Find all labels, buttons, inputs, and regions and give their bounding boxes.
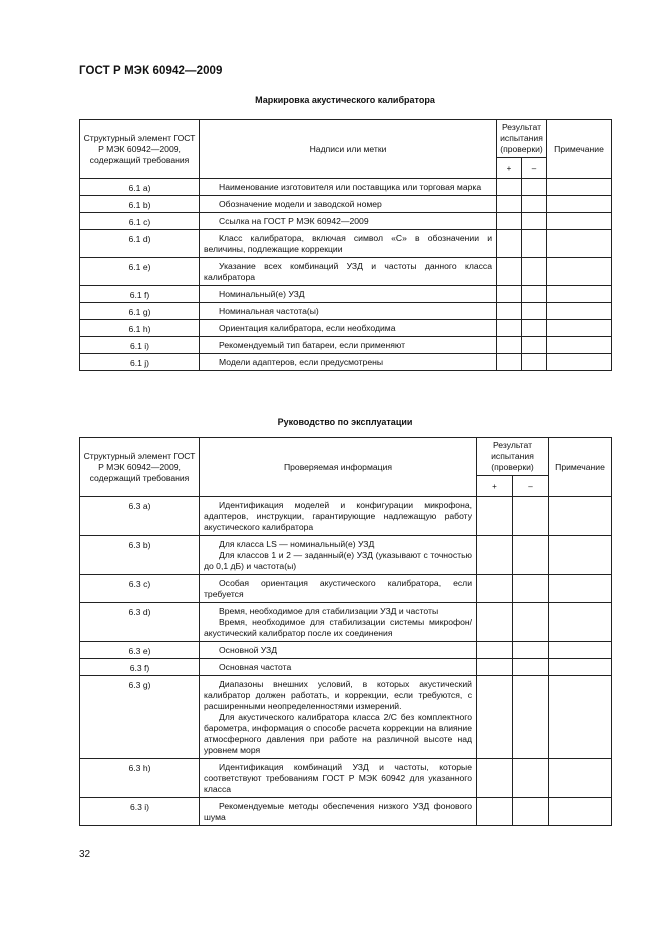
requirement-paragraph: Номинальная частота(ы) bbox=[219, 306, 319, 316]
result-minus-cell bbox=[522, 196, 547, 213]
requirement-text-cell bbox=[200, 759, 477, 798]
result-plus-cell bbox=[477, 759, 513, 798]
note-cell bbox=[549, 536, 612, 575]
table-row bbox=[80, 536, 612, 575]
result-minus-cell bbox=[513, 798, 549, 826]
requirement-text-cell bbox=[200, 213, 497, 230]
requirement-paragraph: Ссылка на ГОСТ Р МЭК 60942—2009 bbox=[219, 216, 369, 226]
result-plus-cell bbox=[477, 676, 513, 759]
table-title-marking: Маркировка акустического калибратора bbox=[255, 95, 435, 105]
header-minus: – bbox=[522, 158, 547, 179]
result-plus-cell bbox=[497, 179, 522, 196]
result-plus-cell bbox=[497, 320, 522, 337]
table-row bbox=[80, 759, 612, 798]
result-plus-cell bbox=[477, 575, 513, 603]
table-row bbox=[80, 575, 612, 603]
requirement-paragraph: Время, необходимое для стабилизации системы микрофон/акустический калибратор после их соединения bbox=[204, 617, 472, 638]
result-minus-cell bbox=[513, 659, 549, 676]
requirement-paragraph: Ориентация калибратора, если необходима bbox=[219, 323, 396, 333]
result-minus-cell bbox=[522, 179, 547, 196]
requirement-text-cell bbox=[200, 575, 477, 603]
table-row bbox=[80, 676, 612, 759]
structural-element-cell: 6.1 b) bbox=[80, 196, 200, 213]
result-plus-cell bbox=[477, 603, 513, 642]
requirement-text-cell bbox=[200, 676, 477, 759]
result-plus-cell bbox=[477, 659, 513, 676]
result-plus-cell bbox=[497, 354, 522, 371]
result-plus-cell bbox=[497, 286, 522, 303]
structural-element-cell: 6.1 j) bbox=[80, 354, 200, 371]
result-minus-cell bbox=[513, 676, 549, 759]
marking-table bbox=[79, 119, 612, 371]
note-cell bbox=[547, 179, 612, 196]
requirement-paragraph: Основной УЗД bbox=[219, 645, 278, 655]
header-plus: + bbox=[497, 158, 522, 179]
manual-table bbox=[79, 437, 612, 826]
requirement-paragraph: Рекомендуемый тип батареи, если применяют bbox=[219, 340, 406, 350]
requirement-paragraph: Указание всех комбинаций УЗД и частоты данного класса калибратора bbox=[204, 261, 492, 282]
requirement-paragraph: Рекомендуемые методы обеспечения низкого УЗД фонового шума bbox=[204, 801, 472, 822]
result-minus-cell bbox=[513, 759, 549, 798]
structural-element-cell: 6.3 a) bbox=[80, 497, 200, 536]
note-cell bbox=[549, 676, 612, 759]
result-minus-cell bbox=[513, 642, 549, 659]
requirement-paragraph: Идентификация комбинаций УЗД и частоты, которые соответствуют требованиям ГОСТ Р МЭК 60942 для указанного класса bbox=[204, 762, 472, 794]
note-cell bbox=[547, 286, 612, 303]
requirement-paragraph: Основная частота bbox=[219, 662, 292, 672]
structural-element-cell: 6.3 c) bbox=[80, 575, 200, 603]
note-cell bbox=[547, 213, 612, 230]
note-cell bbox=[547, 320, 612, 337]
table-row bbox=[80, 603, 612, 642]
result-minus-cell bbox=[522, 303, 547, 320]
structural-element-cell: 6.3 g) bbox=[80, 676, 200, 759]
requirement-text-cell bbox=[200, 642, 477, 659]
table-row bbox=[80, 258, 612, 286]
requirement-text-cell bbox=[200, 258, 497, 286]
header-note: Примечание bbox=[547, 120, 612, 179]
requirement-text-cell bbox=[200, 286, 497, 303]
table-row bbox=[80, 642, 612, 659]
table-row bbox=[80, 497, 612, 536]
requirement-paragraph: Номинальный(е) УЗД bbox=[219, 289, 305, 299]
result-minus-cell bbox=[522, 213, 547, 230]
structural-element-cell: 6.3 d) bbox=[80, 603, 200, 642]
result-minus-cell bbox=[513, 497, 549, 536]
table-row bbox=[80, 196, 612, 213]
result-plus-cell bbox=[477, 642, 513, 659]
requirement-text-cell bbox=[200, 320, 497, 337]
requirement-paragraph: Особая ориентация акустического калибратора, если требуется bbox=[204, 578, 472, 599]
structural-element-cell: 6.3 b) bbox=[80, 536, 200, 575]
requirement-text-cell bbox=[200, 536, 477, 575]
requirement-text-cell bbox=[200, 196, 497, 213]
table-row bbox=[80, 303, 612, 320]
document-header: ГОСТ Р МЭК 60942—2009 bbox=[79, 65, 223, 77]
requirement-paragraph: Идентификация моделей и конфигурации микрофона, адаптеров, инструкции, гарантирующие надлежащую работу акустического калибратора bbox=[204, 500, 472, 532]
requirement-paragraph: Для класса LS — номинальный(е) УЗД bbox=[219, 539, 375, 549]
result-minus-cell bbox=[522, 258, 547, 286]
table-row bbox=[80, 659, 612, 676]
note-cell bbox=[547, 337, 612, 354]
header-structural-element: Структурный элемент ГОСТ Р МЭК 60942—2009, содержащий требования bbox=[80, 438, 200, 497]
result-plus-cell bbox=[477, 536, 513, 575]
requirement-text-cell bbox=[200, 603, 477, 642]
note-cell bbox=[547, 196, 612, 213]
requirement-text-cell bbox=[200, 179, 497, 196]
result-minus-cell bbox=[522, 320, 547, 337]
header-minus: – bbox=[513, 476, 549, 497]
requirement-paragraph: Диапазоны внешних условий, в которых акустический калибратор должен работать, и коррекции, если требуются, с расширенными неопределенностями измерений. bbox=[204, 679, 472, 711]
header-plus: + bbox=[477, 476, 513, 497]
result-minus-cell bbox=[513, 575, 549, 603]
result-plus-cell bbox=[497, 303, 522, 320]
structural-element-cell: 6.1 h) bbox=[80, 320, 200, 337]
table-row bbox=[80, 798, 612, 826]
note-cell bbox=[547, 354, 612, 371]
structural-element-cell: 6.3 e) bbox=[80, 642, 200, 659]
result-minus-cell bbox=[513, 536, 549, 575]
requirement-text-cell bbox=[200, 497, 477, 536]
result-minus-cell bbox=[522, 337, 547, 354]
requirement-text-cell bbox=[200, 303, 497, 320]
structural-element-cell: 6.1 i) bbox=[80, 337, 200, 354]
result-plus-cell bbox=[497, 337, 522, 354]
result-minus-cell bbox=[522, 230, 547, 258]
note-cell bbox=[549, 575, 612, 603]
requirement-paragraph: Для акустического калибратора класса 2/С без комплектного барометра, информация о способе расчета коррекции на влияние атмосферного давления при работе на различной высоте над уровнем моря bbox=[204, 712, 472, 755]
requirement-paragraph: Время, необходимое для стабилизации УЗД и частоты bbox=[219, 606, 439, 616]
requirement-paragraph: Модели адаптеров, если предусмотрены bbox=[219, 357, 384, 367]
result-plus-cell bbox=[477, 497, 513, 536]
table-row bbox=[80, 286, 612, 303]
requirement-text-cell bbox=[200, 659, 477, 676]
table-header-row bbox=[80, 438, 612, 476]
result-plus-cell bbox=[497, 213, 522, 230]
note-cell bbox=[547, 230, 612, 258]
requirement-text-cell bbox=[200, 354, 497, 371]
structural-element-cell: 6.3 f) bbox=[80, 659, 200, 676]
note-cell bbox=[549, 497, 612, 536]
result-plus-cell bbox=[497, 258, 522, 286]
table-row bbox=[80, 354, 612, 371]
structural-element-cell: 6.1 d) bbox=[80, 230, 200, 258]
structural-element-cell: 6.1 a) bbox=[80, 179, 200, 196]
header-inscriptions: Надписи или метки bbox=[200, 120, 497, 179]
note-cell bbox=[549, 759, 612, 798]
requirement-paragraph: Для классов 1 и 2 — заданный(е) УЗД (указывают с точностью до 0,1 дБ) и частота(ы) bbox=[204, 550, 472, 571]
structural-element-cell: 6.1 f) bbox=[80, 286, 200, 303]
requirement-text-cell bbox=[200, 798, 477, 826]
header-checked-information: Проверяемая информация bbox=[200, 438, 477, 497]
table-title-manual: Руководство по эксплуатации bbox=[277, 417, 413, 427]
structural-element-cell: 6.3 h) bbox=[80, 759, 200, 798]
result-plus-cell bbox=[497, 230, 522, 258]
note-cell bbox=[549, 659, 612, 676]
result-plus-cell bbox=[497, 196, 522, 213]
table-header-row bbox=[80, 120, 612, 158]
header-result: Результат испытания (проверки) bbox=[477, 438, 549, 476]
requirement-text-cell bbox=[200, 337, 497, 354]
header-structural-element: Структурный элемент ГОСТ Р МЭК 60942—2009, содержащий требования bbox=[80, 120, 200, 179]
note-cell bbox=[547, 303, 612, 320]
requirement-text-cell bbox=[200, 230, 497, 258]
note-cell bbox=[549, 798, 612, 826]
table-row bbox=[80, 179, 612, 196]
result-plus-cell bbox=[477, 798, 513, 826]
header-note: Примечание bbox=[549, 438, 612, 497]
result-minus-cell bbox=[513, 603, 549, 642]
result-minus-cell bbox=[522, 286, 547, 303]
table-row bbox=[80, 213, 612, 230]
structural-element-cell: 6.1 e) bbox=[80, 258, 200, 286]
structural-element-cell: 6.3 i) bbox=[80, 798, 200, 826]
table-row bbox=[80, 337, 612, 354]
structural-element-cell: 6.1 c) bbox=[80, 213, 200, 230]
page-number: 32 bbox=[79, 849, 91, 860]
result-minus-cell bbox=[522, 354, 547, 371]
note-cell bbox=[549, 642, 612, 659]
note-cell bbox=[549, 603, 612, 642]
table-row bbox=[80, 320, 612, 337]
structural-element-cell: 6.1 g) bbox=[80, 303, 200, 320]
requirement-paragraph: Класс калибратора, включая символ «С» в обозначении и величины, подлежащие коррекции bbox=[204, 233, 492, 254]
requirement-paragraph: Наименование изготовителя или поставщика или торговая марка bbox=[219, 182, 482, 192]
table-row bbox=[80, 230, 612, 258]
requirement-paragraph: Обозначение модели и заводской номер bbox=[219, 199, 382, 209]
header-result: Результат испытания (проверки) bbox=[497, 120, 547, 158]
note-cell bbox=[547, 258, 612, 286]
